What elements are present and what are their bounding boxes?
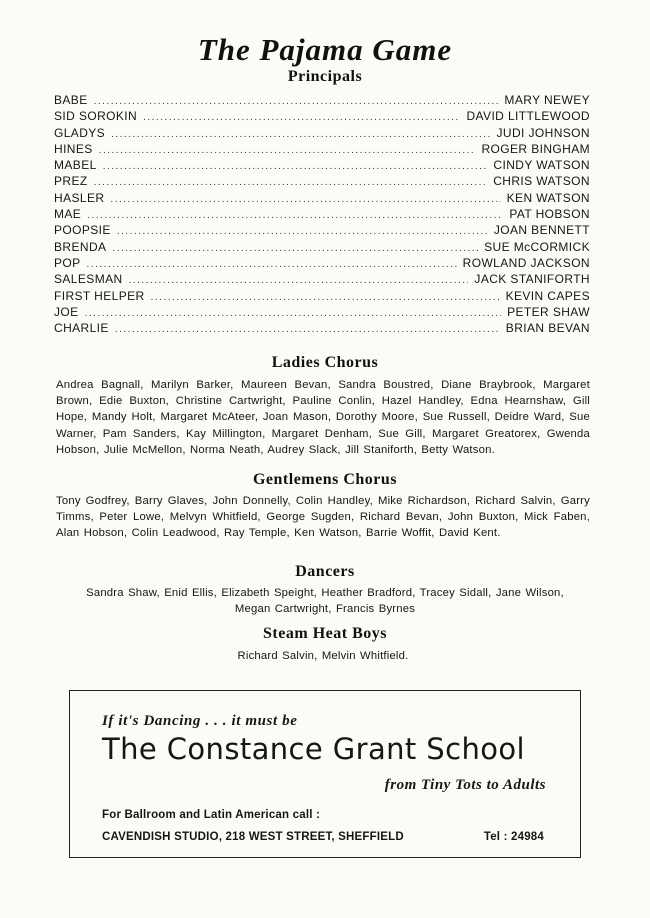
- cast-row: [54, 190, 590, 206]
- dot-leader: [94, 94, 499, 108]
- cast-row: [54, 304, 590, 320]
- cast-actor: BRIAN BEVAN: [505, 321, 590, 336]
- cast-actor: PAT HOBSON: [509, 207, 590, 222]
- cast-role: POOPSIE: [54, 223, 111, 238]
- cast-role: HINES: [54, 141, 93, 156]
- cast-row: [54, 255, 590, 271]
- advert-telephone: Tel : 24984: [483, 831, 544, 843]
- gentlemens-chorus-heading: Gentlemens Chorus: [252, 471, 398, 488]
- dot-leader: [115, 322, 500, 336]
- cast-row: [54, 92, 590, 108]
- cast-row: [54, 320, 590, 336]
- dot-leader: [129, 273, 469, 287]
- dot-leader: [111, 127, 490, 141]
- principals-cast-list: [54, 92, 590, 336]
- cast-actor: KEN WATSON: [506, 190, 590, 205]
- dot-leader: [99, 143, 476, 157]
- cast-role: BABE: [54, 93, 88, 107]
- advert-school-name: The Constance Grant School: [102, 732, 525, 766]
- cast-role: BRENDA: [54, 239, 107, 254]
- cast-row: [54, 222, 590, 238]
- dancers-heading: Dancers: [295, 563, 355, 580]
- cast-role: MAE: [54, 207, 82, 222]
- steam-heat-boys-heading: Steam Heat Boys: [263, 625, 387, 642]
- cast-role: HASLER: [54, 190, 105, 205]
- cast-actor: ROWLAND JACKSON: [462, 255, 590, 270]
- dot-leader: [103, 159, 488, 173]
- cast-actor: DAVID LITTLEWOOD: [466, 109, 590, 124]
- cast-actor: KEVIN CAPES: [505, 288, 590, 303]
- cast-actor: ROGER BINGHAM: [481, 141, 590, 156]
- dot-leader: [151, 290, 500, 304]
- dot-leader: [87, 257, 457, 271]
- ladies-chorus-names: Andrea Bagnall, Marilyn Barker, Maureen Bevan, Sandra Boustred, Diane Braybrook, Margaret Brown, Edie Buxton, Christine Cartwright, Pauline Conlin, Hazel Handley, Edna Hearnshaw, Gill Hope, Mandy Holt, Margaret McAteer, Joan Mason, Dorothy Moore, Sue Russell, Deidre Ward, Sue Warner, Pam Sanders, Kay Millington, Margaret Denham, Sue Gill, Margaret Greatorex, Gwenda Hobson, Julie McMellon, Norma Neath, Audrey Slack, Jill Staniforth, Betty Watson.: [56, 379, 590, 456]
- cast-row: [54, 239, 590, 255]
- cast-actor: JOAN BENNETT: [493, 223, 590, 238]
- cast-role: CHARLIE: [54, 321, 109, 336]
- principals-heading: Principals: [287, 68, 363, 85]
- gentlemens-chorus-names: Tony Godfrey, Barry Glaves, John Donnelly, Colin Handley, Mike Richardson, Richard Salvin, Garry Timms, Peter Lowe, Melvyn Whitfield, George Sugden, Richard Bevan, John Buxton, Mick Faben, Alan Hobson, Colin Leadwood, Ray Temple, Ken Watson, Barrie Woffit, David Kent.: [56, 495, 590, 540]
- cast-row: [54, 206, 590, 222]
- cast-role: POP: [54, 255, 81, 270]
- advert-address: CAVENDISH STUDIO, 218 WEST STREET, SHEFFIELD: [102, 831, 404, 843]
- cast-row: [54, 157, 590, 173]
- cast-actor: CHRIS WATSON: [493, 174, 590, 189]
- advert-contact-line: For Ballroom and Latin American call :: [102, 809, 321, 821]
- cast-actor: MARY NEWEY: [504, 93, 590, 107]
- cast-row: [54, 173, 590, 189]
- cast-actor: CINDY WATSON: [493, 158, 590, 173]
- dot-leader: [112, 241, 478, 255]
- cast-role: GLADYS: [54, 125, 106, 140]
- dot-leader: [87, 208, 503, 222]
- dot-leader: [94, 175, 488, 189]
- cast-actor: PETER SHAW: [507, 304, 590, 319]
- cast-row: [54, 288, 590, 304]
- cast-role: SALESMAN: [54, 272, 123, 287]
- advert-ages: from Tiny Tots to Adults: [384, 777, 546, 793]
- cast-row: [54, 271, 590, 287]
- dot-leader: [117, 224, 488, 238]
- cast-row: [54, 108, 590, 124]
- cast-role: MABEL: [54, 158, 97, 173]
- cast-role: PREZ: [54, 174, 88, 189]
- dot-leader: [110, 192, 500, 206]
- advert-tagline: If it's Dancing . . . it must be: [102, 713, 298, 729]
- cast-role: FIRST HELPER: [54, 288, 145, 303]
- dot-leader: [85, 306, 502, 320]
- ladies-chorus-heading: Ladies Chorus: [271, 354, 379, 371]
- cast-actor: JUDI JOHNSON: [496, 125, 590, 140]
- page-title: The Pajama Game: [197, 32, 453, 67]
- dot-leader: [143, 110, 460, 124]
- cast-actor: JACK STANIFORTH: [474, 272, 590, 287]
- cast-role: SID SOROKIN: [54, 109, 138, 124]
- cast-role: JOE: [54, 304, 79, 319]
- cast-actor: SUE McCORMICK: [484, 239, 590, 254]
- cast-row: [54, 125, 590, 141]
- dancers-names: Sandra Shaw, Enid Ellis, Elizabeth Speight, Heather Bradford, Tracey Sidall, Jane Wilson, Megan Cartwright, Francis Byrnes: [86, 587, 564, 616]
- steam-heat-boys-names: Richard Salvin, Melvin Whitfield.: [237, 650, 409, 662]
- dance-school-advert: [69, 690, 581, 858]
- cast-row: [54, 141, 590, 157]
